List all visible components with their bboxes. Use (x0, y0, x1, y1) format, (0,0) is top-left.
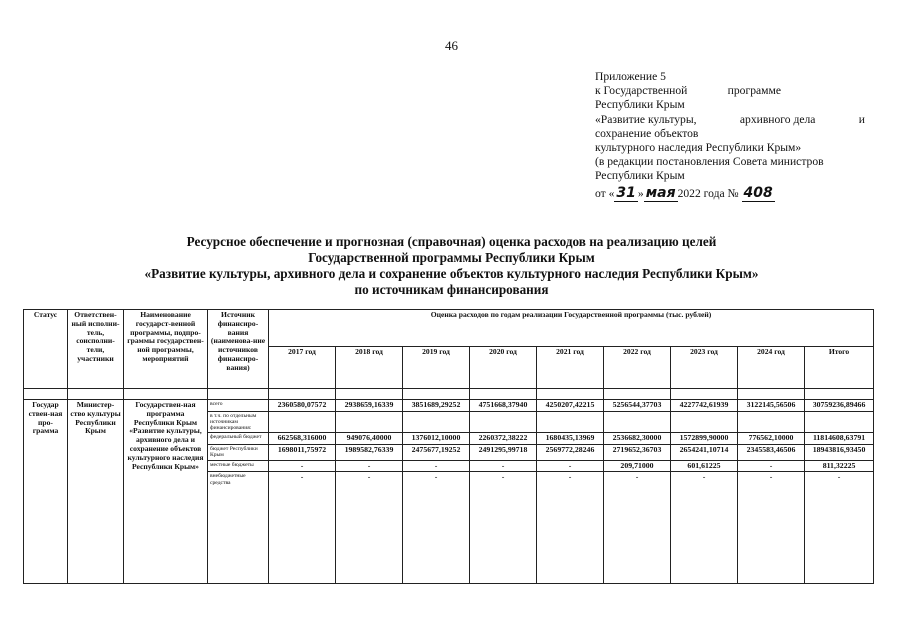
value-cell: - (470, 460, 537, 472)
program-cell: Государствен-ная программа Республики Крым «Развитие культуры, архивного дела и сохранение объектов культурного наследия Республики Крым» (124, 400, 208, 584)
appendix-line: сохранение объектов (595, 126, 699, 140)
value-cell: 3122145,56506 (738, 400, 805, 412)
value-cell (671, 411, 738, 433)
date-prefix: от « (595, 186, 615, 200)
value-cell: 2569772,28246 (537, 445, 604, 460)
header-year: 2018 год (336, 347, 403, 389)
title-line: по источникам финансирования (354, 282, 549, 297)
appendix-line: Республики Крым (595, 98, 685, 112)
source-cell: местные бюджеты (208, 460, 269, 472)
header-year: 2023 год (671, 347, 738, 389)
header-executor: Ответствен-ный исполни-тель, соисполни-тели, участники (68, 310, 124, 389)
value-cell (537, 411, 604, 433)
value-cell: - (403, 460, 470, 472)
value-cell: 2491295,99718 (470, 445, 537, 460)
source-cell: всего (208, 400, 269, 412)
value-cell: 601,61225 (671, 460, 738, 472)
value-cell: 1698011,75972 (269, 445, 336, 460)
value-cell: - (537, 472, 604, 584)
header-year: 2019 год (403, 347, 470, 389)
header-year: 2021 год (537, 347, 604, 389)
value-cell: 811,32225 (805, 460, 874, 472)
value-cell (269, 411, 336, 433)
value-cell (604, 411, 671, 433)
appendix-date-line (595, 186, 865, 201)
source-cell: внебюджетные средства (208, 472, 269, 584)
appendix-text: архивного дела (739, 112, 816, 126)
source-cell: бюджет Республики Крым (208, 445, 269, 460)
source-cell: федеральный бюджет (208, 433, 269, 445)
gap-row (24, 389, 874, 400)
value-cell (738, 411, 805, 433)
appendix-text: к Государственной (595, 84, 688, 98)
value-cell: - (336, 472, 403, 584)
handwritten-day: 31 (616, 184, 636, 201)
value-cell: 11814608,63791 (805, 433, 874, 445)
status-cell: Государ ствен-ная про-грамма (24, 400, 68, 584)
table-row (24, 400, 874, 412)
value-cell: - (805, 472, 874, 584)
value-cell: 662568,316000 (269, 433, 336, 445)
value-cell: - (537, 460, 604, 472)
value-cell: 776562,10000 (738, 433, 805, 445)
value-cell: - (403, 472, 470, 584)
value-cell: - (336, 460, 403, 472)
value-cell: 949076,40000 (336, 433, 403, 445)
value-cell: - (269, 460, 336, 472)
value-cell: - (269, 472, 336, 584)
value-cell: 1376012,10000 (403, 433, 470, 445)
header-estimate: Оценка расходов по годам реализации Государственной программы (тыс. рублей) (269, 310, 874, 347)
appendix-text: и (858, 112, 865, 126)
value-cell: - (738, 460, 805, 472)
value-cell: 2654241,10714 (671, 445, 738, 460)
value-cell: 1989582,76339 (336, 445, 403, 460)
value-cell (805, 411, 874, 433)
value-cell (336, 411, 403, 433)
financing-table (23, 309, 874, 584)
value-cell: 4751668,37940 (470, 400, 537, 412)
header-source: Источник финансиро-вания (наименова-ние источников финансиро-вания) (208, 310, 269, 389)
value-cell: - (738, 472, 805, 584)
value-cell: 4227742,61939 (671, 400, 738, 412)
value-cell: 5256544,37703 (604, 400, 671, 412)
header-program: Наименование государст-венной программы, подпро-граммы государствен-ной программы, мероприятий (124, 310, 208, 389)
document-title (0, 234, 903, 298)
value-cell: 2536682,30000 (604, 433, 671, 445)
appendix-line: Республики Крым (595, 169, 685, 183)
date-year: 2022 года № (677, 186, 739, 200)
value-cell: 2360580,07572 (269, 400, 336, 412)
header-row (24, 310, 874, 347)
value-cell: 30759236,89466 (805, 400, 874, 412)
value-cell: 209,71000 (604, 460, 671, 472)
header-year: 2017 год (269, 347, 336, 389)
value-cell: 4250207,42215 (537, 400, 604, 412)
value-cell: 2719652,36703 (604, 445, 671, 460)
value-cell: 1572899,90000 (671, 433, 738, 445)
value-cell (403, 411, 470, 433)
value-cell: 2260372,38222 (470, 433, 537, 445)
value-cell: - (671, 472, 738, 584)
value-cell: - (470, 472, 537, 584)
value-cell: 2938659,16339 (336, 400, 403, 412)
executor-cell: Министер-ство культуры Республики Крым (68, 400, 124, 584)
appendix-line: Приложение 5 (595, 70, 666, 83)
appendix-text: «Развитие культуры, (595, 112, 697, 126)
value-cell: 1680435,13969 (537, 433, 604, 445)
header-year: 2020 год (470, 347, 537, 389)
appendix-block (595, 70, 865, 201)
page-number: 46 (445, 38, 458, 53)
header-status: Статус (24, 310, 68, 389)
value-cell: 2345583,46506 (738, 445, 805, 460)
header-year: 2024 год (738, 347, 805, 389)
title-line: Ресурсное обеспечение и прогнозная (справочная) оценка расходов на реализацию целей (186, 234, 717, 249)
handwritten-month: мая (645, 184, 676, 201)
appendix-line (595, 84, 781, 98)
source-cell: в т.ч. по отдельным источникам финансирования: (208, 411, 269, 433)
appendix-line: (в редакции постановления Совета министров (595, 155, 824, 169)
value-cell: 3851689,29252 (403, 400, 470, 412)
header-total: Итого (805, 347, 874, 389)
value-cell: - (604, 472, 671, 584)
date-mid: » (637, 186, 644, 200)
appendix-text: программе (727, 84, 781, 98)
title-line: «Развитие культуры, архивного дела и сохранение объектов культурного наследия Республики Крым» (144, 266, 759, 281)
title-line: Государственной программы Республики Крым (308, 250, 595, 265)
header-year: 2022 год (604, 347, 671, 389)
appendix-line: культурного наследия Республики Крым» (595, 141, 802, 155)
value-cell: 2475677,19252 (403, 445, 470, 460)
value-cell (470, 411, 537, 433)
handwritten-number: 408 (743, 184, 773, 201)
appendix-line (595, 113, 865, 127)
value-cell: 18943816,93450 (805, 445, 874, 460)
